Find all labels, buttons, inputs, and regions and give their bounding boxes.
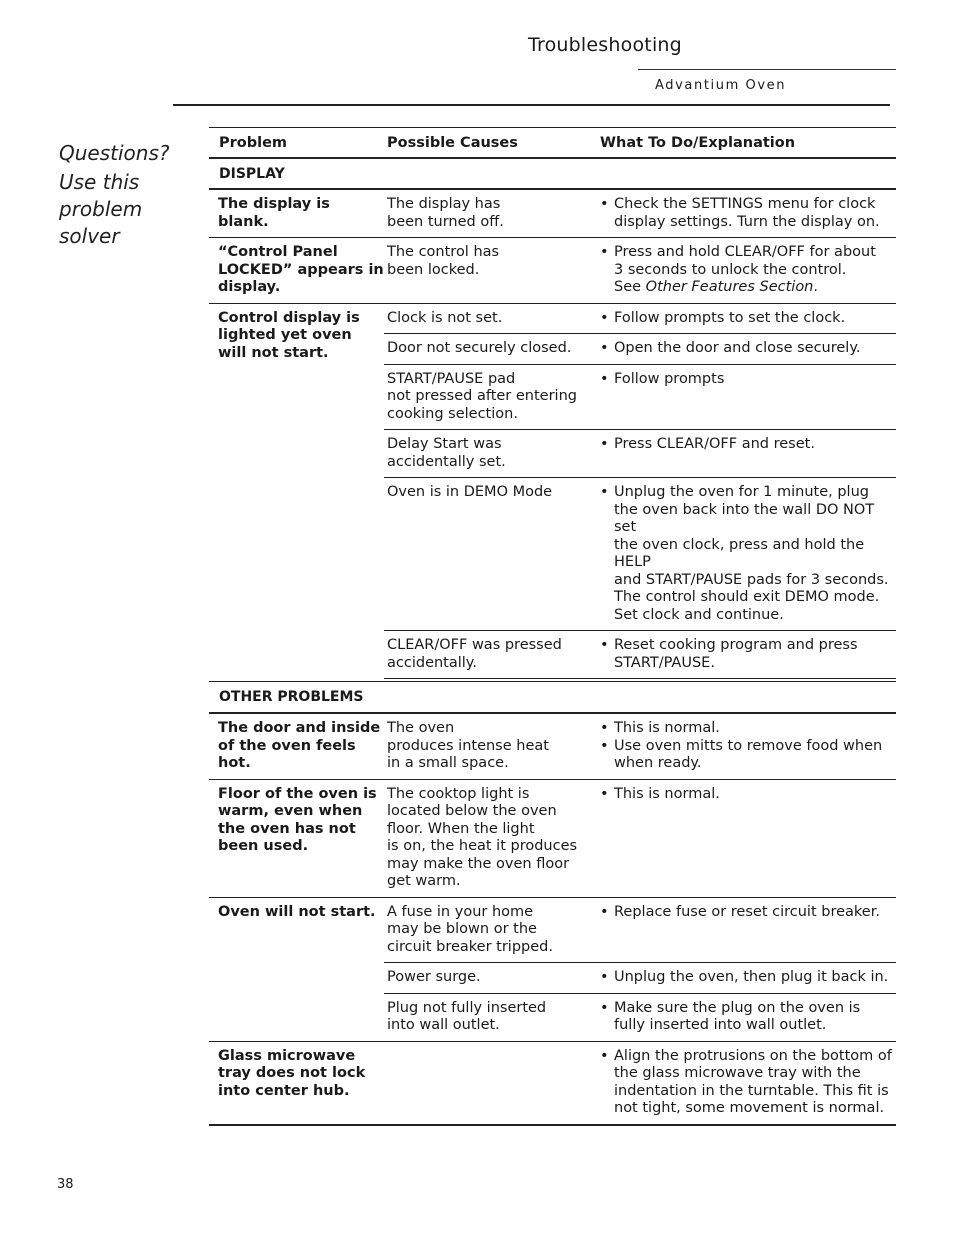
- bullet-icon: •: [600, 436, 609, 452]
- problem-group: [209, 238, 896, 304]
- causes-list: [384, 304, 896, 679]
- explanation-cell: [590, 304, 896, 334]
- cause-cell: The cooktop light is located below the oven floor. When the light is on, the heat it produces may make the oven floor get warm.: [387, 785, 578, 889]
- causes-list: [384, 190, 896, 237]
- bullet-text: Replace fuse or reset circuit breaker.: [614, 903, 880, 920]
- problem-cell: Floor of the oven is warm, even when the oven has not been used.: [218, 785, 377, 854]
- cause-cell: A fuse in your home may be blown or the circuit breaker tripped.: [387, 903, 553, 955]
- cause-cell: Oven is in DEMO Mode: [387, 484, 553, 500]
- section-heading-other: OTHER PROBLEMS: [209, 682, 896, 714]
- display-table: [209, 127, 896, 679]
- page-subtitle: Advantium Oven: [655, 78, 787, 93]
- explanation-cell: [590, 478, 896, 630]
- bullet-text: Unplug the oven, then plug it back in.: [614, 969, 889, 985]
- causes-list: [384, 238, 896, 303]
- cause-cell: Door not securely closed.: [387, 340, 572, 356]
- cause-cell: CLEAR/OFF was pressed accidentally.: [387, 637, 562, 671]
- table-bottom-rule: [384, 678, 896, 679]
- bullet-text: Press CLEAR/OFF and reset.: [614, 436, 815, 452]
- bullet-item: [600, 637, 896, 672]
- cause-row: [384, 780, 896, 897]
- problem-group: [209, 190, 896, 238]
- bullet-text: Follow prompts to set the clock.: [614, 309, 846, 326]
- problem-group: [209, 714, 896, 780]
- cause-row: [384, 304, 896, 334]
- explanation-cell: [590, 334, 896, 364]
- bullet-item: [600, 340, 896, 358]
- bullet-icon: •: [600, 1047, 609, 1064]
- bullet-item: [600, 244, 896, 297]
- bullet-item: [600, 196, 896, 231]
- problem-cell: Glass microwave tray does not lock into center hub.: [218, 1047, 366, 1099]
- tagline-line-4: solver: [59, 224, 120, 248]
- cause-cell: The control has been locked.: [387, 244, 500, 278]
- causes-list: [384, 714, 896, 779]
- cause-row: [384, 364, 896, 430]
- explanation-cell: [590, 631, 896, 678]
- page-title: Troubleshooting: [528, 34, 682, 56]
- bullet-icon: •: [600, 785, 609, 802]
- bullet-icon: •: [600, 720, 609, 736]
- column-header-causes: Possible Causes: [387, 134, 518, 151]
- section-heading-display: DISPLAY: [209, 159, 896, 190]
- problem-cell: “Control Panel LOCKED” appears in display.: [218, 244, 384, 295]
- bullet-text: This is normal.: [614, 785, 720, 802]
- bullet-text: Reset cooking program and press START/PAUSE.: [614, 637, 858, 671]
- explanation-cell: [590, 430, 896, 477]
- cause-row: [384, 962, 896, 993]
- header-divider-short: [638, 69, 896, 70]
- bullet-item: [600, 904, 896, 922]
- problem-cell: Oven will not start.: [218, 903, 376, 920]
- problem-group: [209, 304, 896, 679]
- cause-row: [384, 898, 896, 963]
- page-number: 38: [57, 1177, 74, 1192]
- cause-row: [384, 993, 896, 1041]
- bullet-item: [600, 738, 896, 773]
- bullet-text: Unplug the oven for 1 minute, plug the oven back into the wall DO NOT set the oven clock, press and hold the HELP and START/PAUSE pads for 3 seconds. The control should exit DEMO mode. Set clock and continue.: [614, 484, 889, 623]
- problem-cell: The display is blank.: [218, 196, 330, 230]
- bullet-item: [600, 436, 896, 454]
- bullet-item: [600, 786, 896, 804]
- cause-cell: Clock is not set.: [387, 309, 503, 326]
- problem-group: [209, 1042, 896, 1126]
- explanation-cell: [590, 190, 896, 237]
- explanation-cell: [590, 365, 896, 430]
- bullet-text: [614, 244, 896, 297]
- other-problems-table: [209, 681, 896, 1126]
- bullet-text: Check the SETTINGS menu for clock display settings. Turn the display on.: [614, 196, 880, 230]
- bullet-icon: •: [600, 196, 609, 212]
- bullet-item: [600, 310, 896, 328]
- bullet-item: [600, 1048, 896, 1118]
- explanation-cell: [590, 714, 896, 779]
- bullet-item: [600, 484, 896, 624]
- cause-row: [384, 477, 896, 630]
- causes-list: [384, 898, 896, 1041]
- column-header-explanation: What To Do/Explanation: [600, 134, 796, 151]
- bullet-text: Follow prompts: [614, 370, 725, 387]
- problem-cell: The door and inside of the oven feels hot.: [218, 720, 381, 771]
- bullet-item: [600, 720, 896, 738]
- bullet-text: This is normal.: [614, 720, 720, 736]
- bullet-text-part: Press and hold CLEAR/OFF for about 3 seconds to unlock the control. See: [614, 244, 876, 295]
- bullet-icon: •: [600, 309, 609, 326]
- bullet-icon: •: [600, 244, 609, 260]
- bullet-icon: •: [600, 340, 609, 356]
- causes-list: [384, 780, 896, 897]
- bullet-icon: •: [600, 370, 609, 387]
- bullet-text: Make sure the plug on the oven is fully inserted into wall outlet.: [614, 999, 861, 1033]
- problem-cell: Control display is lighted yet oven will not start.: [218, 309, 360, 361]
- cause-cell: START/PAUSE pad not pressed after entering cooking selection.: [387, 370, 577, 422]
- table-header: [209, 127, 896, 159]
- tagline-line-2: Use this: [59, 170, 140, 194]
- bullet-icon: •: [600, 484, 609, 500]
- cause-cell: Plug not fully inserted into wall outlet.: [387, 999, 547, 1033]
- cause-row: [384, 714, 896, 779]
- display-table-body: [209, 190, 896, 679]
- problem-group: [209, 898, 896, 1042]
- bullet-icon: •: [600, 969, 609, 985]
- bullet-item: [600, 371, 896, 389]
- cause-row: [384, 429, 896, 477]
- bullet-icon: •: [600, 903, 609, 920]
- tagline-line-1: Questions?: [59, 141, 170, 165]
- cause-cell: Delay Start was accidentally set.: [387, 436, 506, 470]
- bullet-text: Align the protrusions on the bottom of the glass microwave tray with the indentation in the turntable. This fit is not tight, some movement is normal.: [614, 1047, 892, 1116]
- bullet-item: [600, 969, 896, 987]
- explanation-cell: [590, 963, 896, 993]
- causes-list: [384, 1042, 896, 1124]
- cause-row: [384, 1042, 896, 1124]
- tagline-line-3: problem: [59, 197, 143, 221]
- cause-row: [384, 630, 896, 678]
- cause-row: [384, 238, 896, 303]
- bullet-item: [600, 1000, 896, 1035]
- header-divider-long: [173, 104, 890, 106]
- explanation-cell: [590, 994, 896, 1041]
- bullet-icon: •: [600, 637, 609, 653]
- cause-cell: The display has been turned off.: [387, 196, 504, 230]
- problem-group: [209, 780, 896, 898]
- cause-cell: Power surge.: [387, 969, 481, 985]
- bullet-text-part: .: [813, 279, 818, 295]
- other-table-body: [209, 714, 896, 1126]
- cause-row: [384, 333, 896, 364]
- cause-cell: [384, 1042, 590, 1124]
- explanation-cell: [590, 898, 896, 963]
- section-reference: Other Features Section: [645, 279, 814, 295]
- cause-cell: The oven produces intense heat in a small space.: [387, 720, 549, 771]
- explanation-cell: [590, 780, 896, 897]
- bullet-icon: •: [600, 737, 609, 754]
- explanation-cell: [590, 1042, 896, 1124]
- bullet-icon: •: [600, 999, 609, 1016]
- cause-row: [384, 190, 896, 237]
- bullet-text: Use oven mitts to remove food when when ready.: [614, 737, 883, 771]
- explanation-cell: [590, 238, 896, 303]
- bullet-text: Open the door and close securely.: [614, 340, 861, 356]
- column-header-problem: Problem: [219, 134, 288, 151]
- sidebar-tagline: [59, 140, 170, 250]
